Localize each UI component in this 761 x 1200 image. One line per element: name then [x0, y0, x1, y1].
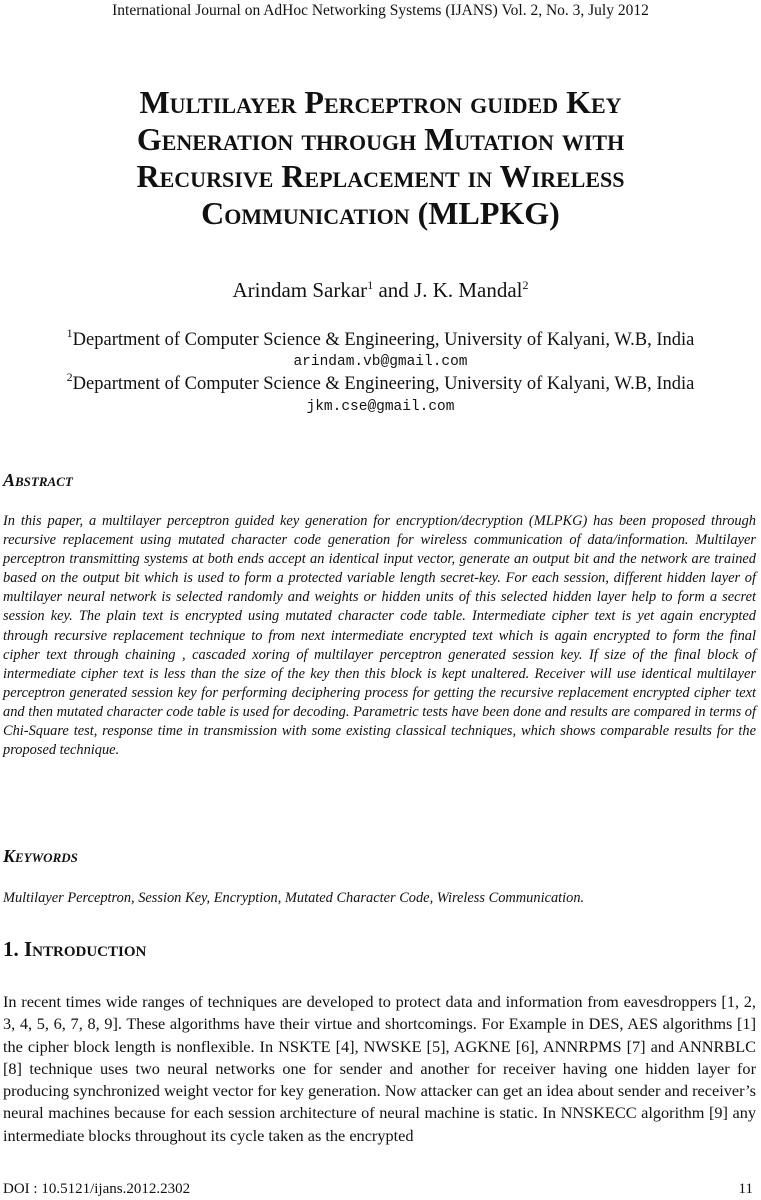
author-email-1: arindam.vb@gmail.com: [293, 354, 468, 370]
affiliation-text: Department of Computer Science & Engineering, University of Kalyani, W.B, India: [72, 330, 695, 350]
paper-title: [20, 84, 741, 232]
running-header: International Journal on AdHoc Networking Systems (IJANS) Vol. 2, No. 3, July 2012: [112, 2, 649, 19]
author-name: J. K. Mandal: [414, 278, 523, 302]
introduction-text: In recent times wide ranges of techniques are developed to protect data and information from eavesdroppers [1, 2, 3, 4, 5, 6, 7, 8, 9]. These algorithms have their virtue and shortcomings. For Example in DES, AES algorithms [1] the cipher block length is nonflexible. In NSKTE [4], NWSKE [5], AGKNE [6], ANNRPMS [7] and ANNRBLC [8] technique uses two neural networks one for sender and another for receiver having one hidden layer for producing synchronized weight vector for key generation. Now attacker can get an idea about sender and receiver’s neural machines because for each session architecture of neural machine is static. In NNSKECC algorithm [9] any intermediate blocks throughout its cycle taken as the encrypted: [3, 992, 756, 1145]
author-name: Arindam Sarkar: [232, 278, 368, 302]
author-email-2: jkm.cse@gmail.com: [306, 399, 455, 415]
abstract-heading: Abstract: [3, 470, 73, 490]
abstract-text: In this paper, a multilayer perceptron guided key generation for encryption/decryption (MLPKG) has been proposed through recursive replacement using mutated character code generation for wireless communication of data/information. Multilayer perceptron transmitting systems at both ends accept an identical input vector, generate an output bit and the network are trained based on the output bit which is used to form a protected variable length secret-key. For each session, different hidden layer of multilayer neural network is selected randomly and weights or hidden units of this selected hidden layer help to form a secret session key. The plain text is encrypted using mutated character code table. Intermediate cipher text is yet again encrypted through recursive replacement technique to from next intermediate encrypted text which is again encrypted to form the final cipher text through chaining , cascaded xoring of multilayer perceptron generated session key. If size of the final block of intermediate cipher text is less than the size of the key then this block is kept unaltered. Receiver will use identical multilayer perceptron generated session key for performing deciphering process for getting the recursive replacement encrypted cipher text and then mutated character code table is used for decoding. Parametric tests have been done and results are compared in terms of Chi-Square test, response time in transmission with some existing classical techniques, which shows comparable results for the proposed technique.: [3, 513, 756, 759]
doi-footer: DOI : 10.5121/ijans.2012.2302: [3, 1181, 191, 1197]
affiliation-text: Department of Computer Science & Engineering, University of Kalyani, W.B, India: [72, 374, 695, 394]
affiliation-mark: 1: [66, 326, 73, 340]
title-line: Communication (MLPKG): [201, 195, 560, 231]
author-line: [0, 277, 761, 303]
title-line: Recursive Replacement in Wireless: [136, 158, 625, 194]
author-affiliation-mark: 2: [522, 278, 529, 292]
affiliation-mark: 2: [66, 370, 73, 384]
keywords-text: Multilayer Perceptron, Session Key, Encryption, Mutated Character Code, Wireless Communication.: [3, 890, 585, 906]
title-line: Multilayer Perceptron guided Key: [139, 84, 622, 120]
page-number: 11: [738, 1181, 753, 1197]
affiliation-2: [0, 370, 761, 395]
introduction-heading: 1. Introduction: [3, 937, 147, 961]
keywords-heading: Keywords: [3, 846, 78, 866]
author-connector: and: [373, 278, 415, 302]
author-affiliation-mark: 1: [367, 278, 374, 292]
affiliation-1: [0, 326, 761, 351]
title-line: Generation through Mutation with: [136, 121, 625, 157]
